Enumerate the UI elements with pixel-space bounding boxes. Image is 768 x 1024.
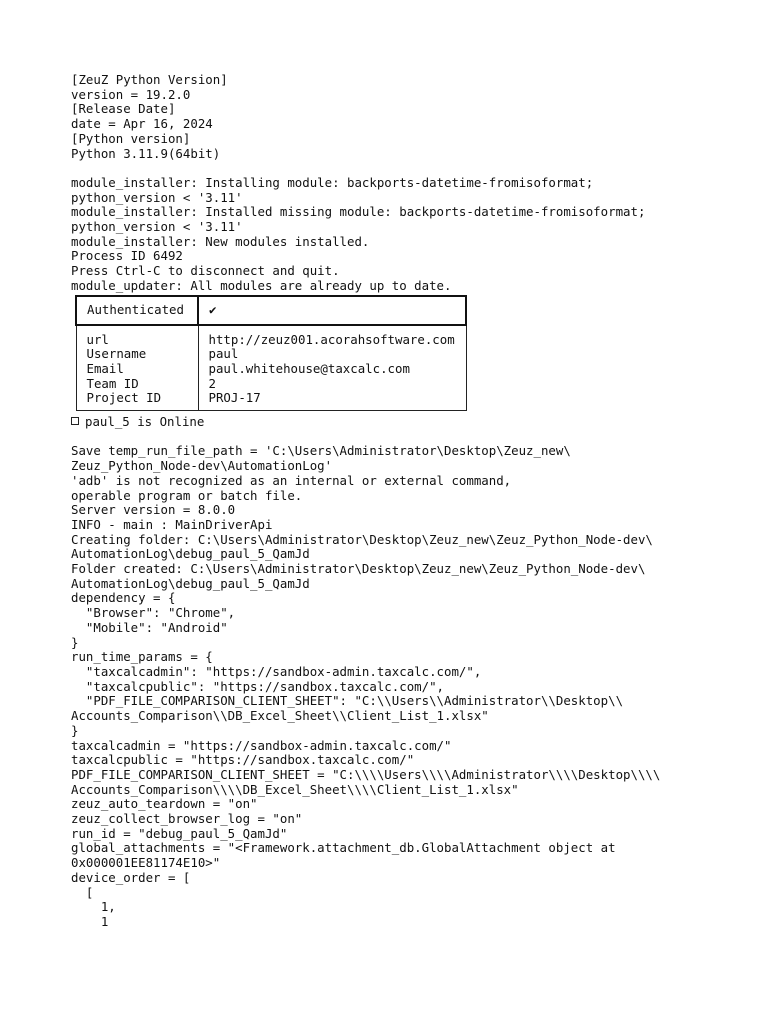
log-line: [ZeuZ Python Version] [71,72,228,87]
log-line: AutomationLog\debug_paul_5_QamJd [71,546,310,562]
log-line: python_version < '3.11' [71,219,243,235]
log-line: global_attachments = "<Framework.attachment_db.GlobalAttachment object at [71,840,616,856]
version-header-block [71,73,760,161]
log-line: "Mobile": "Android" [71,619,228,635]
log-line: module_installer: Installing module: backports-datetime-fromisoformat; [71,174,594,190]
log-line: AutomationLog\debug_paul_5_QamJd [71,575,310,591]
log-line: dependency = { [71,590,176,606]
log-line: "taxcalcpublic": "https://sandbox.taxcalc.com/", [71,678,444,694]
log-line: Python 3.11.9(64bit) [71,145,221,161]
log-line: [ [71,884,94,900]
log-line: operable program or batch file. [71,487,303,503]
log-line: 0x000001EE81174E10>" [71,855,221,871]
auth-field-labels: url Username Email Team ID Project ID [76,325,198,411]
log-line: Press Ctrl-C to disconnect and quit. [71,263,340,279]
log-line: } [71,634,79,650]
auth-header-label: Authenticated [76,296,198,325]
log-line: module_installer: Installed missing module: backports-datetime-fromisoformat; [71,204,646,220]
log-line: [Release Date] [71,101,176,117]
status-box-icon [71,417,79,425]
log-line: zeuz_collect_browser_log = "on" [71,811,303,827]
log-line: Accounts_Comparison\\\\DB_Excel_Sheet\\\\Client_List_1.xlsx" [71,781,519,797]
status-text: paul_5 is Online [85,414,205,430]
log-line: PDF_FILE_COMPARISON_CLIENT_SHEET = "C:\\\\Users\\\\Administrator\\\\Desktop\\\\ [71,766,661,782]
log-line: taxcalcadmin = "https://sandbox-admin.taxcalc.com/" [71,737,452,753]
console-output [71,73,760,930]
log-line: device_order = [ [71,869,191,885]
auth-table [75,295,467,412]
log-line: run_id = "debug_paul_5_QamJd" [71,825,288,841]
auth-check-icon: ✔ [198,296,466,325]
log-line: "PDF_FILE_COMPARISON_CLIENT_SHEET": "C:\\Users\\Administrator\\Desktop\\ [71,693,624,709]
log-line: "Browser": "Chrome", [71,605,236,621]
log-line: Accounts_Comparison\\DB_Excel_Sheet\\Client_List_1.xlsx" [71,708,489,724]
auth-field-values: http://zeuz001.acorahsoftware.com paul paul.whitehouse@taxcalc.com 2 PROJ-17 [198,325,466,411]
run-log-block [71,444,760,929]
log-line: version = 19.2.0 [71,86,191,102]
log-line: Save temp_run_file_path = 'C:\Users\Administrator\Desktop\Zeuz_new\ [71,443,571,459]
log-line: [Python version] [71,130,191,146]
log-line: 1, [71,899,116,915]
log-line: run_time_params = { [71,649,213,665]
log-line: 'adb' is not recognized as an internal or external command, [71,472,512,488]
log-line: zeuz_auto_teardown = "on" [71,796,258,812]
install-log-block [71,176,760,294]
log-line: Zeuz_Python_Node-dev\AutomationLog' [71,458,333,474]
log-line: module_installer: New modules installed. [71,233,370,249]
online-status [71,415,760,430]
log-line: } [71,722,79,738]
log-line: Process ID 6492 [71,248,183,264]
log-line: 1 [71,913,109,929]
log-line: Server version = 8.0.0 [71,502,236,518]
log-line: "taxcalcadmin": "https://sandbox-admin.taxcalc.com/", [71,663,482,679]
log-line: date = Apr 16, 2024 [71,116,213,132]
log-line: INFO - main : MainDriverApi [71,516,273,532]
log-line: taxcalcpublic = "https://sandbox.taxcalc.com/" [71,752,415,768]
log-line: Creating folder: C:\Users\Administrator\Desktop\Zeuz_new\Zeuz_Python_Node-dev\ [71,531,653,547]
log-line: Folder created: C:\Users\Administrator\Desktop\Zeuz_new\Zeuz_Python_Node-dev\ [71,561,646,577]
log-line: module_updater: All modules are already up to date. [71,277,452,293]
log-line: python_version < '3.11' [71,189,243,205]
